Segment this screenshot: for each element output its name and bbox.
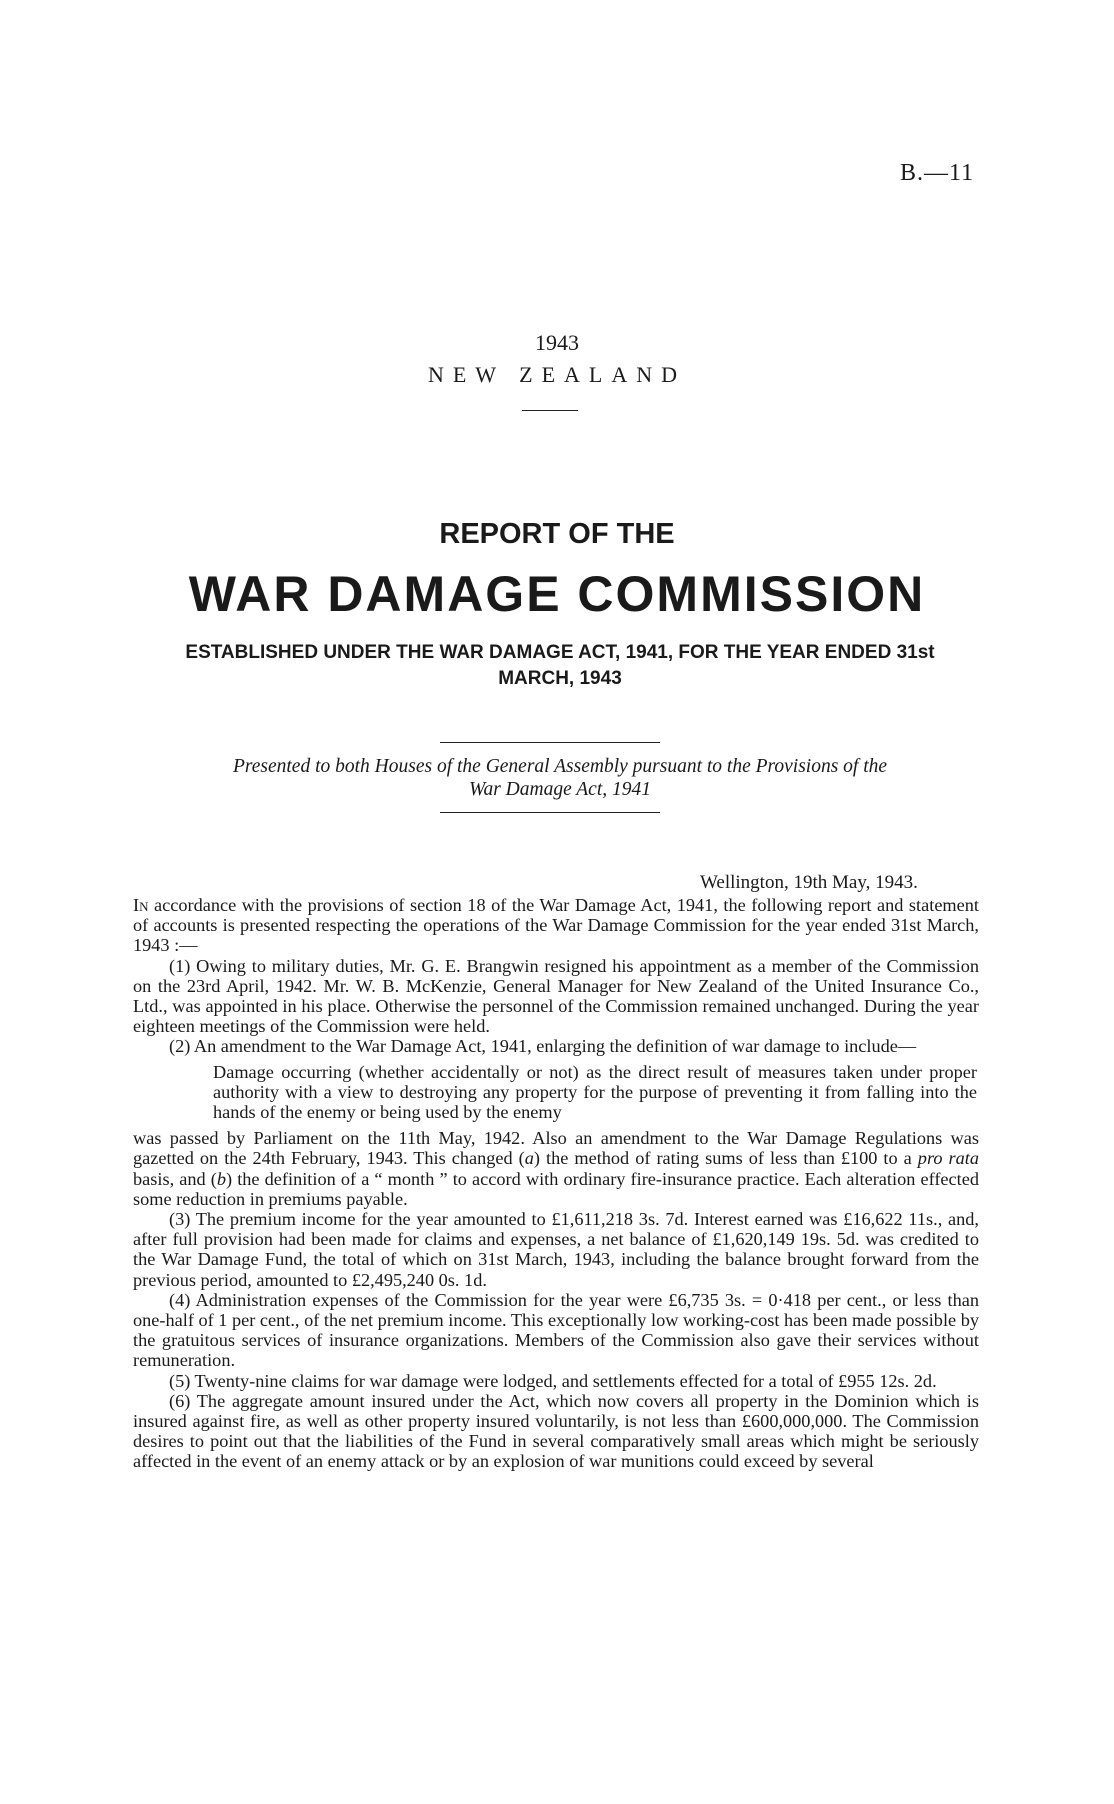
report-body [133,895,979,1472]
presentation-note [145,755,975,801]
country-heading: NEW ZEALAND [427,362,687,387]
paragraph-5: (5) Twenty-nine claims for war damage were lodged, and settlements effected for a total of £955 12s. 2d. [169,1370,937,1391]
text-span: b [216,1168,226,1189]
intro-paragraph [133,895,979,956]
paragraph-6: (6) The aggregate amount insured under the Act, which now covers all property in the Dominion which is insured against fire, as well as other property insured voluntarily, is not less than £600,000,000. The Commission desires to point out that the liabilities of the Fund in several comparatively small areas which might be seriously affected in the event of an enemy attack or by an explosion of war munitions could exceed by several [133,1390,979,1472]
paragraph-2-continued [133,1128,979,1209]
intro-text: accordance with the provisions of section 18 of the War Damage Act, 1941, the following report and statement of accounts is presented respecting the operations of the War Damage Commission for the year ended 31st March, 1943 :— [133,895,979,956]
dateline: Wellington, 19th May, 1943. [700,872,918,893]
drop-word: In [133,895,149,915]
text-span: ) the definition of a “ month ” to accord with ordinary fire-insurance practice. Each alteration effected some reduction in premiums payable. [133,1168,979,1209]
paragraph-4: (4) Administration expenses of the Commission for the year were £6,735 3s. = 0·418 per cent., or less than one-half of 1 per cent., of the net premium income. This exceptionally low working-cost has been made possible by the gratuitous services of insurance organizations. Members of the Commission also gave their services without remuneration. [133,1289,979,1371]
text-span: pro rata [917,1148,979,1169]
divider [522,410,578,411]
title-prefix: REPORT OF THE [439,518,675,550]
text-span: basis, and ( [133,1168,217,1189]
presentation-line: Presented to both Houses of the General Assembly pursuant to the Provisions of the [232,756,888,777]
document-title: WAR DAMAGE COMMISSION [188,566,926,622]
report-year: 1943 [535,330,579,355]
paragraph-2: (2) An amendment to the War Damage Act, 1941, enlarging the definition of war damage to include— [169,1036,917,1057]
text-span: ) the method of rating sums of less than £100 to a [533,1148,918,1169]
document-subtitle: ESTABLISHED UNDER THE WAR DAMAGE ACT, 1941, FOR THE YEAR ENDED 31st MARCH, 1943 [185,642,935,689]
divider [440,742,660,743]
page-reference: B.—11 [900,160,975,186]
paragraph-1: (1) Owing to military duties, Mr. G. E. Brangwin resigned his appointment as a member of the Commission on the 23rd April, 1942. Mr. W. B. McKenzie, General Manager for New Zealand of the United Insurance Co., Ltd., was appointed in his place. Otherwise the personnel of the Commission remained unchanged. During the year eighteen meetings of the Commission were held. [133,955,979,1037]
text-span: was passed by Parliament on the 11th May, 1942. Also an amendment to the War Damage Regulations was gazetted on the 24th February, 1943. This changed ( [133,1128,979,1169]
paragraph-3: (3) The premium income for the year amounted to £1,611,218 3s. 7d. Interest earned was £16,622 11s., and, after full provision had been made for claims and expenses, a net balance of £1,620,149 19s. 5d. was credited to the War Damage Fund, the total of which on 31st March, 1943, including the balance brought forward from the previous period, amounted to £2,495,240 0s. 1d. [133,1209,979,1290]
text-span: a [524,1148,534,1169]
quoted-definition: Damage occurring (whether accidentally or not) as the direct result of measures taken under proper authority with a view to destroying any property for the purpose of preventing it from falling into the hands of the enemy or being used by the enemy [213,1061,977,1123]
presentation-line: War Damage Act, 1941 [469,779,651,800]
divider [440,812,660,813]
